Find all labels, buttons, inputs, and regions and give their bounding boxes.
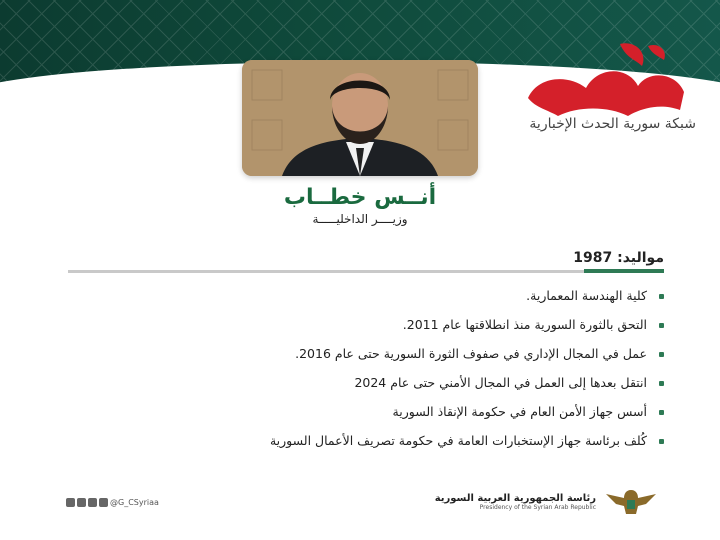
presidency-name-ar: رئاسة الجمهورية العربية السورية: [434, 493, 596, 504]
person-name: أنــس خطــاب: [283, 185, 437, 210]
section-divider: [68, 270, 664, 273]
person-role: وزيــــر الداخليـــــة: [312, 212, 408, 226]
bio-item: [104, 340, 664, 368]
bullet-icon: [659, 323, 664, 328]
bio-item: [104, 398, 664, 426]
bio-item-text: التحق بالثورة السورية منذ انطلاقتها عام 2011.: [402, 317, 647, 332]
youtube-icon[interactable]: [99, 498, 108, 507]
logo-caption: شبكة سورية الحدث الإخبارية: [529, 116, 696, 132]
social-bar: [66, 498, 159, 507]
social-handle[interactable]: @G_CSyriaa: [110, 498, 159, 507]
bio-item: [104, 427, 664, 455]
bio-item-text: كُلف برئاسة جهاز الإستخبارات العامة في حكومة تصريف الأعمال السورية: [269, 433, 647, 448]
facebook-icon[interactable]: [66, 498, 75, 507]
section-divider-accent: [584, 269, 664, 273]
presidency-name-en: Presidency of the Syrian Arab Republic: [479, 504, 596, 511]
bio-item-text: أسس جهاز الأمن العام في حكومة الإنقاذ السورية: [392, 404, 647, 419]
bullet-icon: [659, 294, 664, 299]
bio-item: [104, 282, 664, 310]
x-icon[interactable]: [77, 498, 86, 507]
presidency-text: [435, 493, 596, 511]
bio-item-text: عمل في المجال الإداري في صفوف الثورة السورية حتى عام 2016.: [295, 346, 647, 361]
bio-item-text: كلية الهندسة المعمارية.: [526, 288, 647, 303]
instagram-icon[interactable]: [88, 498, 97, 507]
bio-list: [104, 282, 664, 456]
portrait-illustration: [242, 60, 478, 176]
bullet-icon: [659, 352, 664, 357]
portrait-photo: [242, 60, 478, 176]
bullet-icon: [659, 410, 664, 415]
eagle-emblem-icon: [602, 486, 660, 518]
bullet-icon: [659, 439, 664, 444]
bullet-icon: [659, 381, 664, 386]
birth-year: مواليد: 1987: [573, 250, 664, 266]
presidency-block: [435, 486, 660, 518]
bio-item: [104, 369, 664, 397]
bio-item-text: انتقل بعدها إلى العمل في المجال الأمني حتى عام 2024: [354, 375, 647, 390]
bio-item: [104, 311, 664, 339]
